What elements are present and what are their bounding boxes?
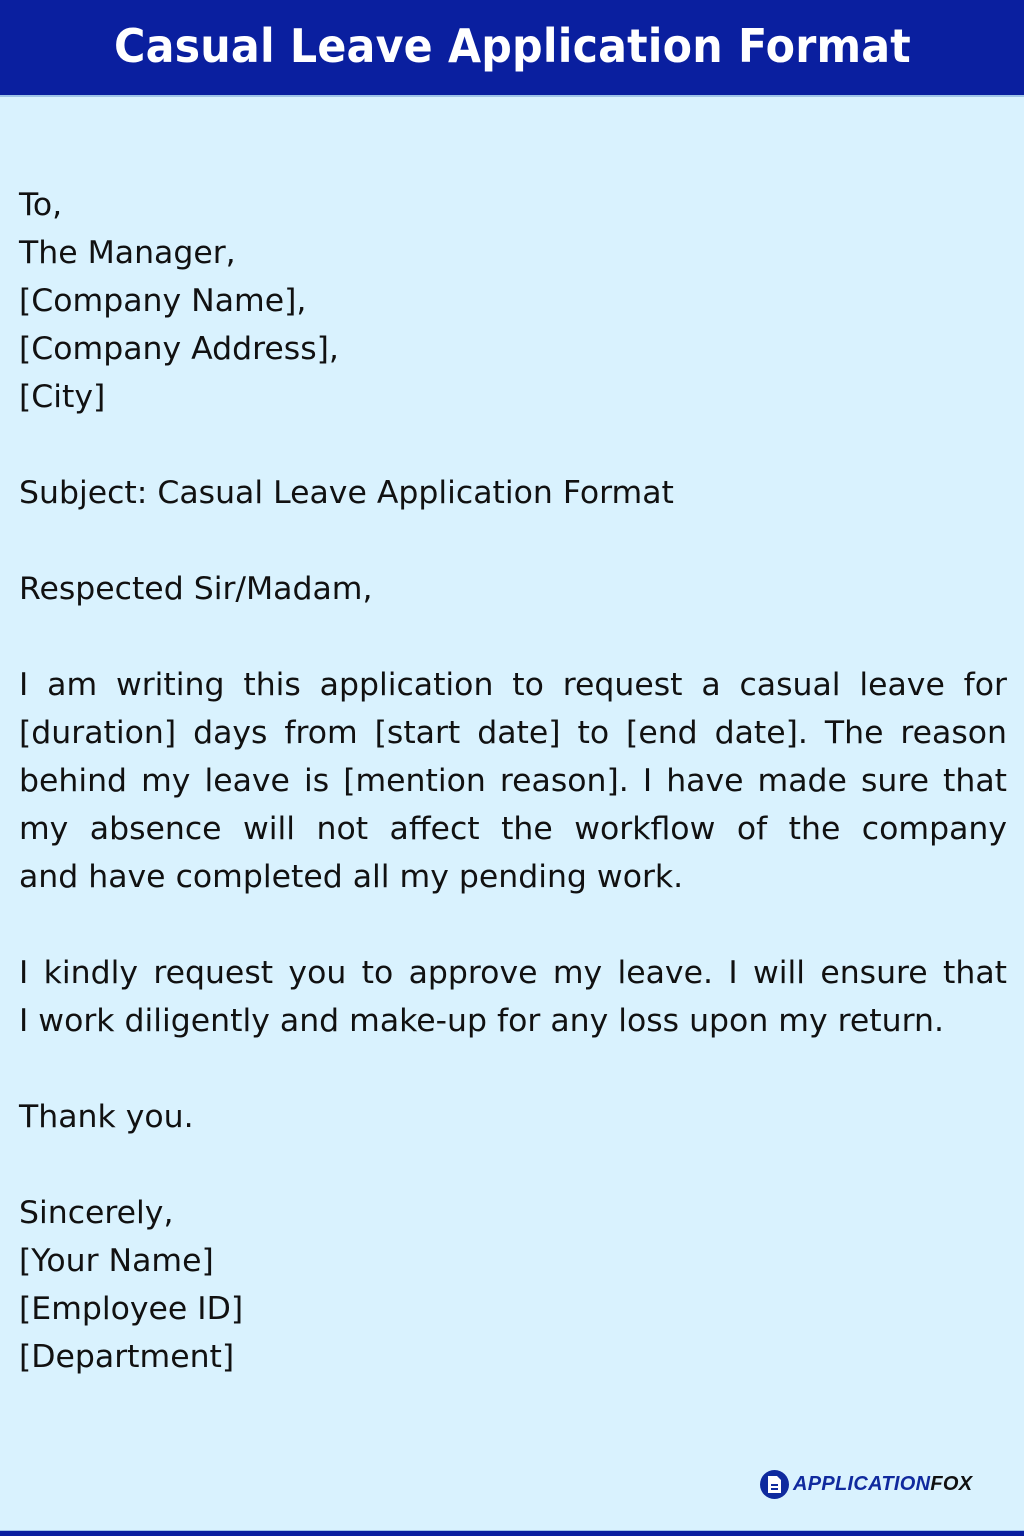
address-to: To, bbox=[19, 187, 63, 223]
page-title: Casual Leave Application Format bbox=[113, 18, 911, 73]
letter-body bbox=[19, 181, 1007, 1381]
subject-line: Subject: Casual Leave Application Format bbox=[19, 475, 674, 511]
paragraph-line: I kindly request you to approve my leave. I will ensure that bbox=[19, 955, 1007, 991]
address-block bbox=[19, 181, 1007, 421]
signature-block bbox=[19, 1189, 1007, 1381]
body-paragraph-2 bbox=[19, 949, 1007, 1045]
address-company-name: [Company Name], bbox=[19, 283, 307, 319]
address-company-address: [Company Address], bbox=[19, 331, 339, 367]
title-banner bbox=[0, 0, 1024, 97]
paragraph-line: and have completed all my pending work. bbox=[19, 859, 684, 895]
thanks-line: Thank you. bbox=[19, 1099, 194, 1135]
logo-wordmark: APPLICATIONFOX bbox=[793, 1473, 973, 1495]
greeting: Respected Sir/Madam, bbox=[19, 571, 373, 607]
applicationfox-logo bbox=[760, 1470, 972, 1499]
signer-name: [Your Name] bbox=[19, 1243, 214, 1279]
signer-employee-id: [Employee ID] bbox=[19, 1291, 244, 1327]
sign-off: Sincerely, bbox=[19, 1195, 174, 1231]
paragraph-line: [duration] days from [start date] to [end date]. The reason bbox=[19, 715, 1007, 751]
footer-bar bbox=[0, 1530, 1024, 1536]
body-paragraph-1 bbox=[19, 661, 1007, 901]
paragraph-line: I work diligently and make-up for any loss upon my return. bbox=[19, 1003, 944, 1039]
signer-department: [Department] bbox=[19, 1339, 235, 1375]
document-icon bbox=[760, 1470, 789, 1499]
address-city: [City] bbox=[19, 379, 106, 415]
paragraph-line: my absence will not affect the workflow of the company bbox=[19, 811, 1007, 847]
address-recipient: The Manager, bbox=[19, 235, 236, 271]
paragraph-line: behind my leave is [mention reason]. I have made sure that bbox=[19, 763, 1007, 799]
paragraph-line: I am writing this application to request a casual leave for bbox=[19, 667, 1007, 703]
